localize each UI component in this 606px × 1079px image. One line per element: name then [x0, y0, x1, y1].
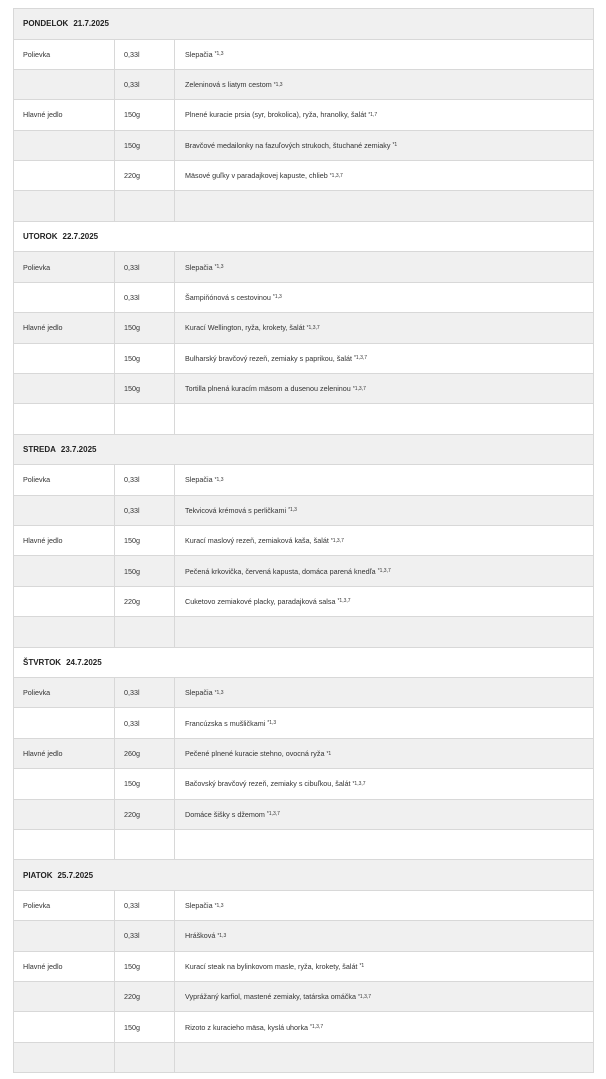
menu-row	[14, 982, 593, 1012]
quantity-cell: 0,33l	[115, 252, 175, 281]
category-cell	[14, 1043, 115, 1072]
menu-row	[14, 344, 593, 374]
allergen-codes: *1,3,7	[352, 780, 366, 787]
dish-name: Francúzska s mušličkami	[185, 718, 266, 728]
day-name: PIATOK	[23, 870, 53, 880]
menu-row	[14, 526, 593, 556]
dish-cell	[175, 496, 593, 525]
quantity-cell: 150g	[115, 100, 175, 129]
dish-name: Slepačia	[185, 688, 213, 698]
allergen-codes: *1,3	[214, 264, 224, 271]
menu-row	[14, 496, 593, 526]
menu-row	[14, 252, 593, 282]
menu-row	[14, 556, 593, 586]
category-cell	[14, 131, 115, 160]
dish-name: Bravčové medailonky na fazuľových strukoch, štuchané zemiaky	[185, 140, 391, 150]
category-cell	[14, 1012, 115, 1041]
dish-name: Pečené plnené kuracie stehno, ovocná ryža	[185, 749, 325, 758]
menu-row	[14, 465, 593, 495]
dish-cell	[175, 617, 593, 646]
quantity-cell: 150g	[115, 131, 175, 160]
quantity-cell: 0,33l	[115, 40, 175, 69]
quantity-cell: 150g	[115, 344, 175, 373]
dish-cell	[175, 587, 593, 616]
quantity-cell: 0,33l	[115, 891, 175, 920]
category-cell: Polievka	[14, 678, 115, 707]
menu-row	[14, 191, 593, 221]
quantity-cell: 150g	[115, 374, 175, 403]
menu-row	[14, 830, 593, 860]
day-name: ŠTVRTOK	[23, 657, 62, 667]
category-cell	[14, 921, 115, 950]
allergen-codes: *1	[392, 142, 398, 149]
allergen-codes: *1,3	[214, 51, 224, 58]
quantity-cell: 260g	[115, 739, 175, 768]
menu-row	[14, 40, 593, 70]
dish-name: Pečená krkovička, červená kapusta, domáca parená knedľa	[185, 566, 376, 576]
day-name: STREDA	[23, 444, 56, 454]
day-header	[14, 860, 593, 891]
quantity-cell: 0,33l	[115, 921, 175, 950]
allergen-codes: *1,3	[288, 507, 297, 514]
menu-row	[14, 769, 593, 799]
dish-name: Mäsové guľky v paradajkovej kapuste, chlieb	[185, 171, 328, 181]
allergen-codes: *1,3,7	[353, 355, 368, 362]
dish-cell	[175, 100, 593, 129]
menu-row	[14, 100, 593, 130]
menu-row	[14, 921, 593, 951]
day-date: 25.7.2025	[57, 870, 94, 880]
allergen-codes: *1,3	[214, 476, 224, 483]
menu-row	[14, 617, 593, 647]
dish-name: Tekvicová krémová s perličkami	[185, 505, 287, 515]
dish-name: Hrášková	[185, 931, 216, 941]
dish-name: Bulharský bravčový rezeň, zemiaky s paprikou, šalát	[185, 353, 352, 363]
dish-cell	[175, 769, 593, 798]
allergen-codes: *1,3	[273, 81, 283, 88]
dish-cell	[175, 830, 593, 859]
dish-cell	[175, 161, 593, 190]
allergen-codes: *1,3,7	[266, 811, 280, 818]
day-date: 24.7.2025	[66, 657, 102, 667]
menu-row	[14, 1043, 593, 1073]
dish-cell	[175, 465, 593, 494]
day-name: UTOROK	[23, 232, 58, 242]
category-cell	[14, 344, 115, 373]
allergen-codes: *1,3,7	[330, 537, 344, 544]
category-cell	[14, 800, 115, 829]
quantity-cell: 150g	[115, 556, 175, 585]
quantity-cell	[115, 191, 175, 220]
allergen-codes: *1,3,7	[352, 385, 366, 392]
day-date: 22.7.2025	[62, 232, 99, 242]
category-cell: Polievka	[14, 891, 115, 920]
day-header	[14, 435, 593, 466]
category-cell: Polievka	[14, 465, 115, 494]
dish-name: Bačovský bravčový rezeň, zemiaky s cibuľkou, šalát	[185, 779, 351, 789]
allergen-codes: *1,3	[214, 689, 224, 696]
quantity-cell	[115, 404, 175, 433]
category-cell: Hlavné jedlo	[14, 952, 115, 981]
dish-cell	[175, 252, 593, 281]
dish-cell	[175, 374, 593, 403]
category-cell	[14, 404, 115, 433]
dish-cell	[175, 708, 593, 737]
menu-row	[14, 891, 593, 921]
dish-name: Vyprážaný karfiol, mastené zemiaky, tatárska omáčka	[185, 992, 356, 1002]
menu-row	[14, 587, 593, 617]
category-cell	[14, 617, 115, 646]
menu-row	[14, 1012, 593, 1042]
dish-name: Domáce šišky s džemom	[185, 809, 265, 819]
dish-cell	[175, 1043, 593, 1072]
dish-cell	[175, 131, 593, 160]
menu-row	[14, 313, 593, 343]
allergen-codes: *1,3	[267, 720, 277, 727]
category-cell: Polievka	[14, 252, 115, 281]
allergen-codes: *1,3	[217, 932, 227, 939]
allergen-codes: *1,7	[368, 111, 378, 118]
menu-row	[14, 161, 593, 191]
category-cell	[14, 496, 115, 525]
quantity-cell: 220g	[115, 982, 175, 1011]
dish-cell	[175, 40, 593, 69]
menu-row	[14, 283, 593, 313]
category-cell	[14, 283, 115, 312]
quantity-cell: 150g	[115, 526, 175, 555]
dish-name: Kurací maslový rezeň, zemiaková kaša, šalát	[185, 536, 329, 546]
dish-cell	[175, 952, 593, 981]
day-header	[14, 222, 593, 253]
dish-cell	[175, 191, 593, 220]
weekly-menu-table	[13, 8, 594, 1073]
allergen-codes: *1,3	[272, 294, 282, 301]
dish-cell	[175, 739, 593, 768]
allergen-codes: *1	[326, 750, 332, 757]
menu-row	[14, 404, 593, 434]
quantity-cell: 150g	[115, 1012, 175, 1041]
dish-name: Kurací Wellington, ryža, krokety, šalát	[185, 323, 305, 333]
quantity-cell: 0,33l	[115, 678, 175, 707]
quantity-cell: 0,33l	[115, 465, 175, 494]
category-cell: Hlavné jedlo	[14, 313, 115, 342]
menu-row	[14, 800, 593, 830]
dish-name: Zeleninová s liatym cestom	[185, 80, 272, 90]
dish-cell	[175, 344, 593, 373]
quantity-cell: 150g	[115, 313, 175, 342]
allergen-codes: *1,3,7	[306, 324, 320, 331]
day-header	[14, 9, 593, 40]
menu-row	[14, 678, 593, 708]
category-cell	[14, 161, 115, 190]
menu-row	[14, 70, 593, 100]
quantity-cell	[115, 617, 175, 646]
category-cell	[14, 374, 115, 403]
dish-cell	[175, 1012, 593, 1041]
quantity-cell: 0,33l	[115, 70, 175, 99]
menu-row	[14, 131, 593, 161]
dish-cell	[175, 891, 593, 920]
dish-name: Slepačia	[185, 475, 213, 485]
menu-row	[14, 952, 593, 982]
category-cell	[14, 70, 115, 99]
dish-cell	[175, 800, 593, 829]
dish-name: Rizoto z kuracieho mäsa, kyslá uhorka	[185, 1022, 309, 1032]
allergen-codes: *1,3,7	[357, 993, 372, 1000]
dish-cell	[175, 556, 593, 585]
dish-name: Šampiňónová s cestovinou	[185, 292, 271, 302]
category-cell	[14, 191, 115, 220]
quantity-cell	[115, 830, 175, 859]
quantity-cell: 220g	[115, 161, 175, 190]
dish-name: Cuketovo zemiakové placky, paradajková salsa	[185, 596, 336, 606]
quantity-cell: 0,33l	[115, 708, 175, 737]
dish-cell	[175, 526, 593, 555]
quantity-cell	[115, 1043, 175, 1072]
quantity-cell: 150g	[115, 952, 175, 981]
allergen-codes: *1,3,7	[337, 598, 351, 605]
dish-name: Slepačia	[185, 262, 213, 272]
dish-cell	[175, 70, 593, 99]
category-cell	[14, 830, 115, 859]
category-cell	[14, 769, 115, 798]
menu-row	[14, 708, 593, 738]
dish-name: Kurací steak na bylinkovom masle, ryža, krokety, šalát	[185, 961, 358, 971]
dish-cell	[175, 404, 593, 433]
category-cell	[14, 587, 115, 616]
menu-row	[14, 374, 593, 404]
day-date: 21.7.2025	[73, 19, 109, 29]
day-header	[14, 648, 593, 679]
category-cell	[14, 982, 115, 1011]
dish-name: Slepačia	[185, 901, 213, 911]
allergen-codes: *1,3,7	[329, 172, 343, 179]
dish-cell	[175, 678, 593, 707]
day-date: 23.7.2025	[60, 444, 97, 454]
dish-cell	[175, 982, 593, 1011]
menu-row	[14, 739, 593, 769]
allergen-codes: *1	[359, 963, 365, 970]
dish-cell	[175, 313, 593, 342]
allergen-codes: *1,3	[214, 902, 224, 909]
category-cell: Hlavné jedlo	[14, 739, 115, 768]
category-cell: Hlavné jedlo	[14, 100, 115, 129]
dish-name: Plnené kuracie prsia (syr, brokolica), ryža, hranolky, šalát	[185, 110, 367, 120]
quantity-cell: 0,33l	[115, 496, 175, 525]
quantity-cell: 0,33l	[115, 283, 175, 312]
quantity-cell: 220g	[115, 800, 175, 829]
dish-name: Tortilla plnená kuracím mäsom a dusenou zeleninou	[185, 384, 351, 394]
category-cell	[14, 708, 115, 737]
quantity-cell: 220g	[115, 587, 175, 616]
quantity-cell: 150g	[115, 769, 175, 798]
category-cell	[14, 556, 115, 585]
dish-cell	[175, 921, 593, 950]
dish-name: Slepačia	[185, 49, 213, 59]
category-cell: Polievka	[14, 40, 115, 69]
allergen-codes: *1,3,7	[310, 1024, 324, 1031]
day-name: PONDELOK	[23, 19, 69, 29]
allergen-codes: *1,3,7	[377, 568, 391, 575]
category-cell: Hlavné jedlo	[14, 526, 115, 555]
dish-cell	[175, 283, 593, 312]
